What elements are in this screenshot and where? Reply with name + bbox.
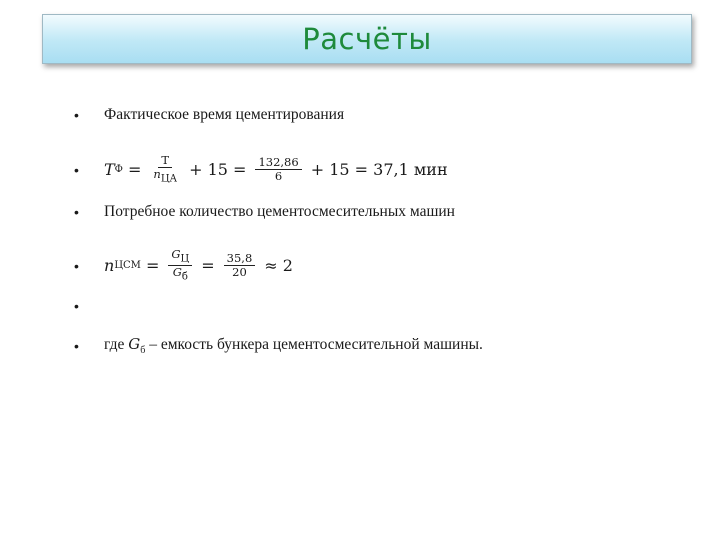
bullet-item-5 [74, 298, 104, 314]
bullet-item-4 [74, 248, 298, 284]
fraction-denominator: 20 [232, 265, 247, 280]
bullet-item-1 [74, 106, 344, 124]
bullet-marker: • [74, 107, 79, 123]
fraction-denominator: n [153, 167, 161, 181]
fraction [224, 252, 256, 279]
fraction-denominator: G [172, 265, 182, 280]
formula-subscript: ЦСМ [114, 260, 141, 272]
bullet-marker: • [74, 204, 79, 220]
bullet-suffix: – емкость бункера цементосмесительной машины. [149, 336, 483, 353]
slide-title: Расчёты [302, 22, 432, 56]
formula-cementing-time: T Ф = $\frac{T}{n_{ЦА}}$ + 15 = $\frac{132,86}{6}$ + 15 = 37,1 мин [104, 153, 448, 185]
formula-symbol: T [104, 160, 115, 180]
formula-operator: = [201, 256, 215, 276]
formula-operator: + 15 = [189, 160, 247, 180]
title-bar [42, 14, 692, 64]
fraction [255, 156, 301, 183]
formula-subscript: Ф [114, 164, 123, 176]
fraction [168, 248, 192, 284]
bullet-marker: • [74, 298, 79, 314]
fraction-denominator: 6 [274, 169, 283, 184]
formula-operator: = [145, 256, 160, 276]
fraction-numerator: 132,86 [255, 156, 301, 170]
bullet-item-3 [74, 203, 455, 221]
bullet-marker: • [74, 337, 79, 354]
fraction [150, 154, 180, 185]
formula-result: + 15 = 37,1 мин [310, 160, 448, 180]
bullet-item-6 [74, 335, 483, 356]
fraction-numerator: 35,8 [224, 252, 256, 266]
formula-subscript: Ц [180, 253, 190, 265]
formula-symbol: n [104, 256, 115, 276]
formula-result: ≈ 2 [264, 256, 293, 276]
bullet-prefix: где [104, 336, 125, 353]
formula-subscript: б [140, 345, 146, 357]
bullet-text [104, 335, 483, 356]
formula-subscript: ЦА [160, 173, 178, 185]
fraction-numerator: T [158, 154, 172, 168]
bullet-text: Потребное количество цементосмесительных машин [104, 203, 455, 220]
bullet-marker: • [74, 161, 79, 178]
formula-subscript: б [181, 271, 188, 283]
bullet-text: Фактическое время цементирования [104, 106, 345, 123]
bullet-marker: • [74, 257, 79, 274]
formula-machine-count [104, 248, 298, 284]
bullet-item-2 [74, 154, 453, 185]
formula-symbol: G [128, 335, 141, 353]
fraction-numerator: G [171, 247, 181, 261]
